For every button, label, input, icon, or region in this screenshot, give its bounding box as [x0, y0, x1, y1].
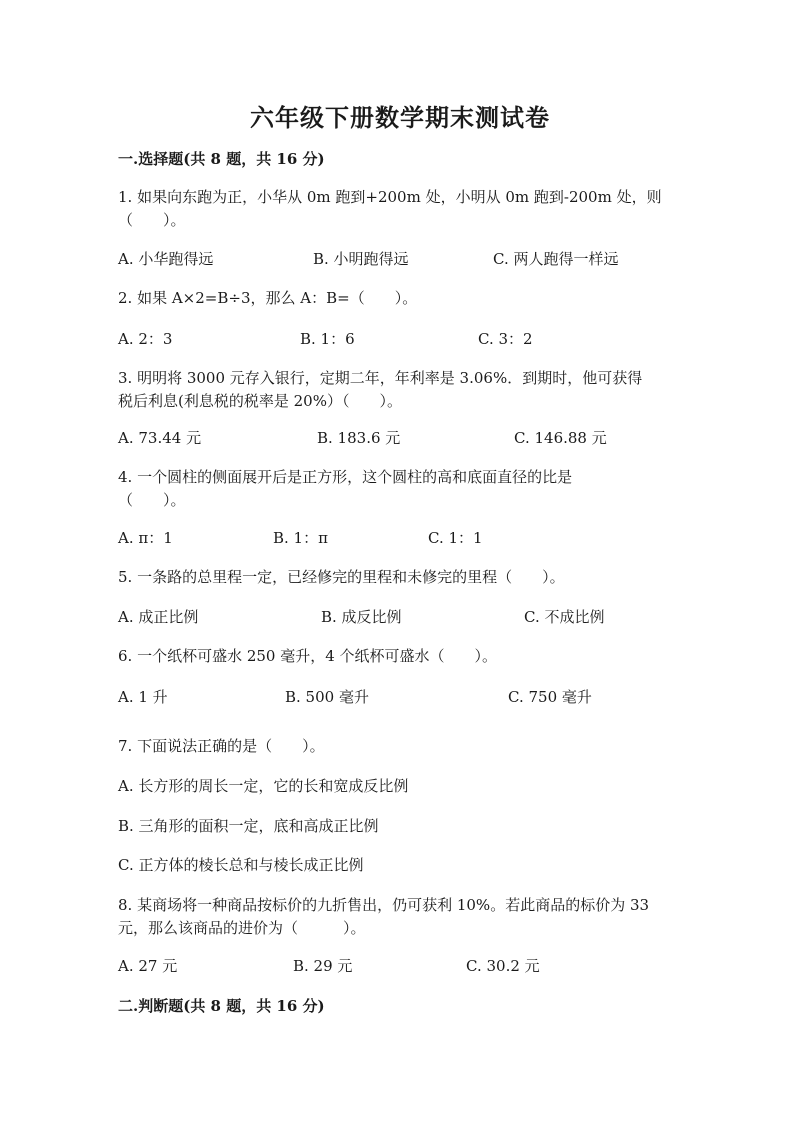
question-7-option-b-row: [118, 815, 688, 837]
question-6-option-a[interactable]: A. 1 升: [118, 688, 168, 706]
question-1-line-1: 1. 如果向东跑为正，小华从 0m 跑到+200m 处，小明从 0m 跑到-200m 处，则: [118, 188, 662, 206]
question-6-option-b[interactable]: B. 500 毫升: [285, 688, 369, 706]
question-8-line-1: 8. 某商场将一种商品按标价的九折售出，仍可获利 10%。若此商品的标价为 33: [118, 896, 650, 914]
question-6: [118, 645, 688, 668]
question-4-option-c[interactable]: C. 1：1: [428, 529, 483, 547]
question-4-line-2: （ ）。: [118, 491, 186, 509]
question-4-option-b[interactable]: B. 1：π: [273, 529, 328, 547]
question-2-line-1: 2. 如果 A×2=B÷3，那么 A：B=（ ）。: [118, 289, 418, 307]
question-2-option-c[interactable]: C. 3：2: [478, 330, 533, 348]
question-8-option-a[interactable]: A. 27 元: [118, 957, 178, 975]
question-2-option-b[interactable]: B. 1：6: [300, 330, 355, 348]
question-5-option-a[interactable]: A. 成正比例: [118, 608, 199, 626]
question-5-option-b[interactable]: B. 成反比例: [321, 608, 402, 626]
question-3-options: [118, 427, 688, 449]
question-1-line-2: （ ）。: [118, 211, 186, 229]
question-8-option-b[interactable]: B. 29 元: [293, 957, 353, 975]
question-7-option-c-row: [118, 854, 688, 876]
question-5-options: [118, 606, 688, 628]
section-heading-choice: 一.选择题(共 8 题，共 16 分): [118, 150, 325, 168]
question-5-line-1: 5. 一条路的总里程一定，已经修完的里程和未修完的里程（ ）。: [118, 568, 565, 586]
question-8-line-2: 元，那么该商品的进价为（ ）。: [118, 919, 366, 937]
question-6-line-1: 6. 一个纸杯可盛水 250 毫升，4 个纸杯可盛水（ ）。: [118, 647, 498, 665]
question-3-option-a[interactable]: A. 73.44 元: [118, 429, 202, 447]
page-title: 六年级下册数学期末测试卷: [250, 103, 550, 132]
question-4-option-a[interactable]: A. π：1: [118, 529, 173, 547]
question-8: [118, 894, 688, 940]
question-7: [118, 735, 688, 758]
question-1-options: [118, 248, 688, 270]
question-4: [118, 466, 688, 512]
question-7-option-c[interactable]: C. 正方体的棱长总和与棱长成正比例: [118, 856, 364, 874]
question-3-option-b[interactable]: B. 183.6 元: [317, 429, 401, 447]
question-8-options: [118, 955, 688, 977]
question-2-option-a[interactable]: A. 2：3: [118, 330, 173, 348]
question-7-option-b[interactable]: B. 三角形的面积一定，底和高成正比例: [118, 817, 379, 835]
question-3-line-1: 3. 明明将 3000 元存入银行，定期二年，年利率是 3.06%．到期时，他可获得: [118, 369, 643, 387]
question-4-line-1: 4. 一个圆柱的侧面展开后是正方形，这个圆柱的高和底面直径的比是: [118, 468, 573, 486]
question-3-line-2: 税后利息(利息税的税率是 20%）（ ）。: [118, 392, 402, 410]
question-2: [118, 287, 688, 310]
question-7-line-1: 7. 下面说法正确的是（ ）。: [118, 737, 325, 755]
question-3: [118, 367, 688, 413]
question-1-option-b[interactable]: B. 小明跑得远: [313, 250, 409, 268]
section-heading-judgment: 二.判断题(共 8 题，共 16 分): [118, 997, 325, 1015]
question-4-options: [118, 527, 688, 549]
question-5: [118, 566, 688, 589]
question-1-option-a[interactable]: A. 小华跑得远: [118, 250, 214, 268]
question-1: [118, 186, 688, 232]
question-3-option-c[interactable]: C. 146.88 元: [514, 429, 607, 447]
question-7-option-a-row: [118, 775, 688, 797]
question-1-option-c[interactable]: C. 两人跑得一样远: [493, 250, 619, 268]
question-6-options: [118, 686, 688, 708]
question-2-options: [118, 328, 688, 350]
question-6-option-c[interactable]: C. 750 毫升: [508, 688, 592, 706]
question-5-option-c[interactable]: C. 不成比例: [524, 608, 605, 626]
question-8-option-c[interactable]: C. 30.2 元: [466, 957, 540, 975]
question-7-option-a[interactable]: A. 长方形的周长一定，它的长和宽成反比例: [118, 777, 409, 795]
